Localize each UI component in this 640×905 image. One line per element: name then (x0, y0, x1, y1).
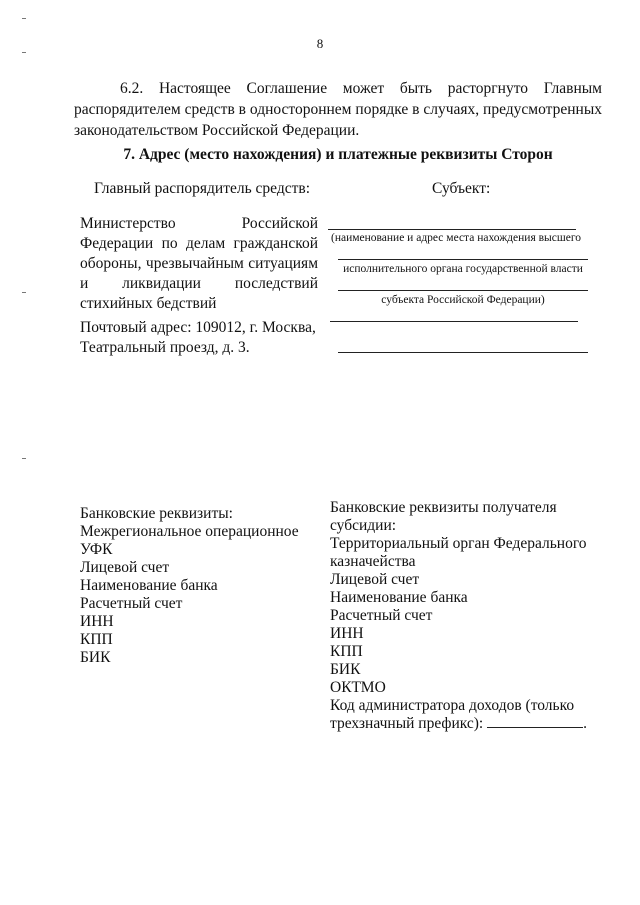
bank-line: Расчетный счет (330, 607, 433, 624)
bank-line: Банковские реквизиты: (80, 505, 233, 522)
page-number: 8 (316, 36, 324, 51)
fill-line (338, 259, 588, 260)
org-line: Федерации по делам гражданской (80, 235, 318, 252)
bank-line: Банковские реквизиты получателя (330, 499, 557, 516)
margin-tick (22, 292, 26, 293)
bank-line: УФК (80, 541, 113, 558)
org-name (80, 214, 318, 314)
postal-address (80, 318, 330, 358)
fill-line (328, 229, 576, 230)
margin-tick (22, 18, 26, 19)
left-heading: Главный распорядитель средств: (94, 180, 311, 197)
fill-line (338, 352, 588, 353)
bank-line: КПП (80, 631, 113, 648)
bank-line: Наименование банка (330, 589, 468, 606)
bank-line: Код администратора доходов (только (330, 697, 575, 714)
bank-line: Наименование банка (80, 577, 218, 594)
left-bank-details (80, 505, 299, 667)
bank-line: Межрегиональное операционное (80, 523, 299, 540)
clause-text: Настоящее Соглашение может быть расторгнуто Главным распорядителем средств в одностороннем порядке в случаях, предусмотренных законодательством Российской Федерации. (74, 80, 602, 139)
bank-line: Лицевой счет (80, 559, 170, 576)
bank-line: Лицевой счет (330, 571, 420, 588)
prefix-line (330, 715, 587, 733)
address-line: Почтовый адрес: 109012, г. Москва, (80, 319, 316, 336)
bank-line: ОКТМО (330, 679, 386, 696)
org-line: обороны, чрезвычайным ситуациям (80, 255, 318, 272)
bank-line: Территориальный орган Федерального (330, 535, 587, 552)
prefix-label: трехзначный префикс): (330, 715, 484, 732)
section-title: 7. Адрес (место нахождения) и платежные реквизиты Сторон (123, 146, 553, 163)
prefix-end: . (583, 715, 587, 732)
right-bank-details (330, 499, 587, 733)
margin-tick (22, 52, 26, 53)
bank-line: ИНН (80, 613, 114, 630)
bank-line: КПП (330, 643, 363, 660)
bank-line: ИНН (330, 625, 364, 642)
clause-6-2 (74, 78, 602, 141)
caption-line: (наименование и адрес места нахождения высшего (330, 232, 582, 244)
right-heading: Субъект: (432, 180, 491, 197)
fill-line (338, 290, 588, 291)
org-line: Министерство Российской (80, 215, 318, 232)
bank-line: Расчетный счет (80, 595, 183, 612)
fill-line (330, 321, 578, 322)
margin-tick (22, 458, 26, 459)
caption-line: исполнительного органа государственной власти (343, 263, 583, 275)
bank-line: БИК (80, 649, 111, 666)
prefix-blank (487, 727, 583, 728)
address-line: Театральный проезд, д. 3. (80, 339, 250, 356)
org-line: и ликвидации последствий (80, 275, 318, 292)
bank-line: БИК (330, 661, 361, 678)
org-line: стихийных бедствий (80, 295, 217, 312)
bank-line: субсидии: (330, 517, 397, 534)
clause-number: 6.2. (120, 80, 144, 97)
bank-line: казначейства (330, 553, 416, 570)
caption-line: субъекта Российской Федерации) (381, 294, 545, 306)
